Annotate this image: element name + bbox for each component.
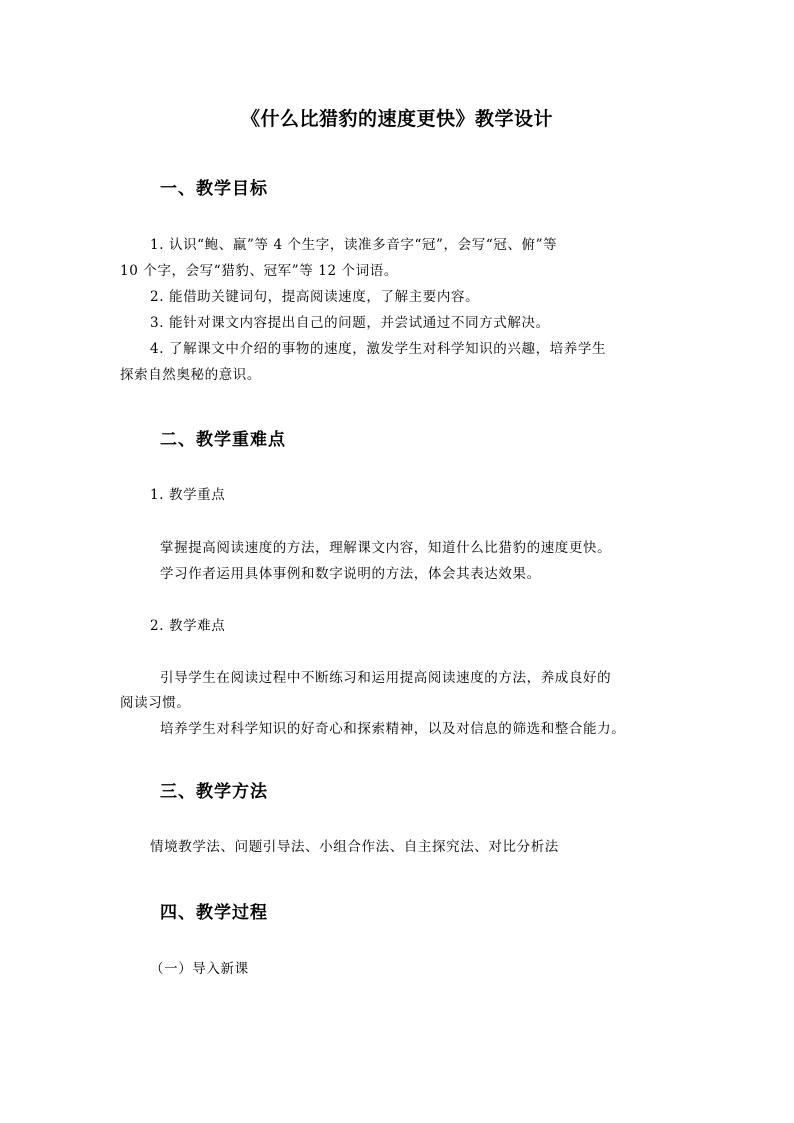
objective-line: 10 个字，会写“猎豹、冠军”等 12 个词语。 [120,263,398,279]
section-heading-process: 四、教学过程 [160,903,268,923]
section-heading-key-points: 二、教学重难点 [160,430,286,450]
objective-line: 2. 能借助关键词句，提高阅读速度，了解主要内容。 [150,289,480,305]
objective-line: 4. 了解课文中介绍的事物的速度，激发学生对科学知识的兴趣，培养学生 [150,341,607,357]
key-point-line: 掌握提高阅读速度的方法，理解课文内容，知道什么比猎豹的速度更快。 [160,540,612,556]
objective-line: 1. 认识“鲍、羸”等 4 个生字，读准多音字“冠”，会写“冠、俯”等 [150,237,558,253]
objective-line: 3. 能针对课文内容提出自己的问题，并尝试通过不同方式解决。 [150,315,550,331]
subsection-label-key-points: 1. 教学重点 [150,487,226,503]
difficulty-line: 引导学生在阅读过程中不断练习和运用提高阅读速度的方法，养成良好的 [160,670,612,686]
section-heading-methods: 三、教学方法 [160,782,268,802]
objective-line: 探索自然奥秘的意识。 [120,367,261,383]
methods-text: 情境教学法、问题引导法、小组合作法、自主探究法、对比分析法 [150,839,559,855]
subsection-label-difficulties: 2. 教学难点 [150,618,226,634]
document-title: 《什么比猎豹的速度更快》教学设计 [240,108,553,130]
difficulty-line: 阅读习惯。 [120,695,191,711]
difficulty-line: 培养学生对科学知识的好奇心和探索精神，以及对信息的筛选和整合能力。 [160,721,626,737]
process-subheading: （一）导入新课 [150,961,249,977]
section-heading-objectives: 一、教学目标 [160,179,268,199]
key-point-line: 学习作者运用具体事例和数字说明的方法，体会其表达效果。 [160,566,541,582]
